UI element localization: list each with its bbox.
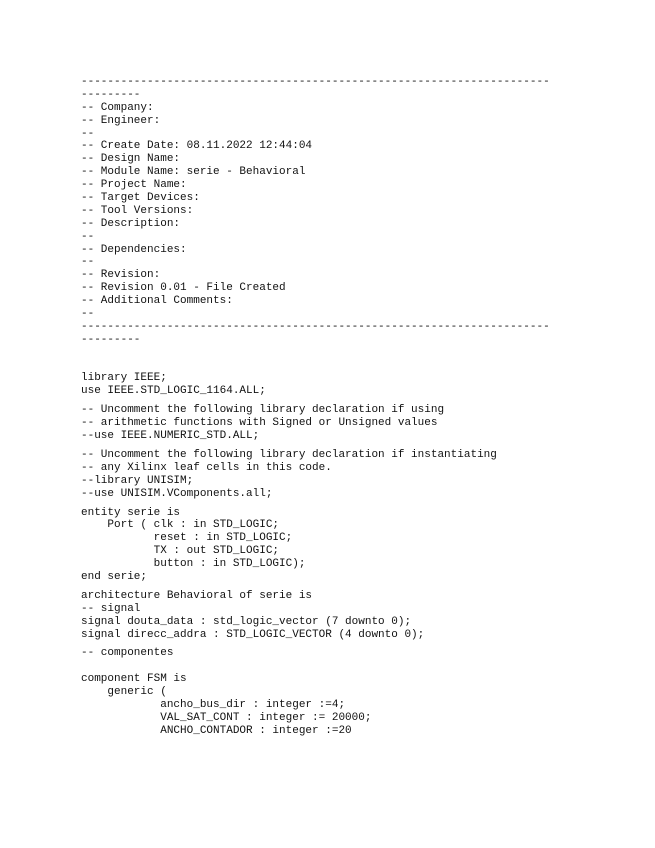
code-line: -- signal [81,602,141,615]
code-line: VAL_SAT_CONT : integer := 20000; [81,711,372,724]
code-line: architecture Behavioral of serie is [81,589,313,602]
code-line: -- Dependencies: [81,243,187,256]
code-line: reset : in STD_LOGIC; [81,532,293,545]
code-line: -- Company: [81,101,154,114]
code-line: -- componentes [81,647,174,660]
blank-line [81,360,621,373]
code-line: --use UNISIM.VComponents.all; [81,487,273,500]
code-line: -- [81,127,95,140]
code-line: -- Revision 0.01 - File Created [81,282,286,295]
code-line: generic ( [81,686,167,699]
code-line: component FSM is [81,673,187,686]
code-line: --use IEEE.NUMERIC_STD.ALL; [81,430,260,443]
code-line: -- Project Name: [81,179,187,192]
blank-line [81,660,621,673]
code-line: ----------------------------------------------------------------------- [81,320,550,333]
code-line: -- [81,256,95,269]
code-line: -- Additional Comments: [81,295,233,308]
code-line: ANCHO_CONTADOR : integer :=20 [81,724,352,737]
code-line: -- Create Date: 08.11.2022 12:44:04 [81,140,313,153]
code-line: button : in STD_LOGIC); [81,558,306,571]
code-line: --------- [81,333,141,346]
code-line: -- any Xilinx leaf cells in this code. [81,461,332,474]
code-line: -- Uncomment the following library declaration if using [81,404,445,417]
code-line: -- Description: [81,217,181,230]
code-line: -- [81,308,95,321]
code-line: --------- [81,88,141,101]
code-line: entity serie is [81,506,181,519]
code-line: -- [81,230,95,243]
code-line: signal direcc_addra : STD_LOGIC_VECTOR (4 downto 0); [81,628,425,641]
code-line: TX : out STD_LOGIC; [81,545,280,558]
code-line: -- arithmetic functions with Signed or Unsigned values [81,417,438,430]
vhdl-source-code [81,76,621,738]
blank-line [81,347,621,360]
code-line: -- Engineer: [81,114,161,127]
code-line: library IEEE; [81,372,167,385]
code-line: -- Uncomment the following library declaration if instantiating [81,448,497,461]
code-line: signal douta_data : std_logic_vector (7 downto 0); [81,615,412,628]
code-line: --library UNISIM; [81,474,194,487]
code-line: -- Design Name: [81,153,181,166]
code-line: ----------------------------------------------------------------------- [81,76,550,88]
code-line: ancho_bus_dir : integer :=4; [81,698,346,711]
code-line: -- Revision: [81,269,161,282]
code-line: Port ( clk : in STD_LOGIC; [81,519,280,532]
code-line: -- Tool Versions: [81,204,194,217]
code-line: end serie; [81,570,148,583]
code-line: use IEEE.STD_LOGIC_1164.ALL; [81,385,266,398]
code-line: -- Target Devices: [81,192,200,205]
code-line: -- Module Name: serie - Behavioral [81,166,306,179]
